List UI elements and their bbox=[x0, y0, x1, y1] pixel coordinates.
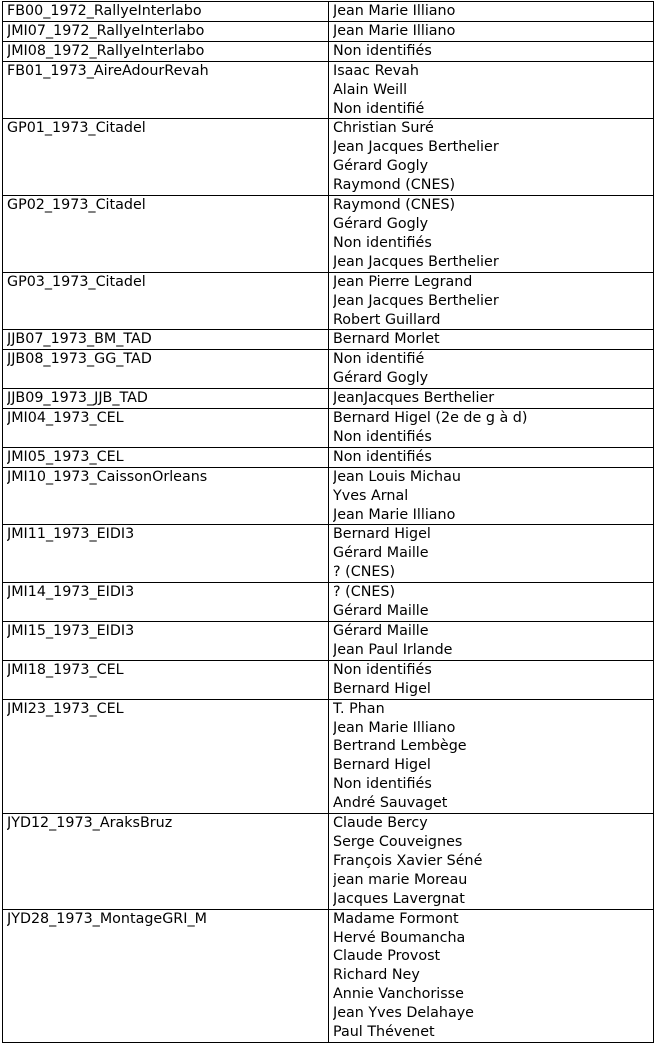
people-cell bbox=[329, 61, 654, 119]
photo-id-cell bbox=[3, 814, 329, 910]
person-name: JeanJacques Berthelier bbox=[333, 390, 495, 407]
person-name: ? (CNES) bbox=[333, 584, 396, 601]
people-cell bbox=[329, 330, 654, 350]
photo-id-cell bbox=[3, 622, 329, 661]
table-row bbox=[3, 119, 654, 196]
person-name: Non identifié bbox=[333, 100, 425, 117]
photo-id: JJB08_1973_GG_TAD bbox=[7, 351, 152, 368]
table-row bbox=[3, 21, 654, 41]
table-row bbox=[3, 525, 654, 583]
table-row bbox=[3, 583, 654, 622]
people-cell bbox=[329, 350, 654, 389]
table-row bbox=[3, 909, 654, 1042]
table-row bbox=[3, 389, 654, 409]
person-name: Hervé Boumancha bbox=[333, 929, 466, 946]
people-cell bbox=[329, 467, 654, 525]
photo-id-cell bbox=[3, 583, 329, 622]
photo-id: GP01_1973_Citadel bbox=[7, 120, 146, 137]
photo-id-cell bbox=[3, 389, 329, 409]
people-cell bbox=[329, 2, 654, 22]
photo-id-cell bbox=[3, 525, 329, 583]
person-name: Jean Marie Illiano bbox=[333, 22, 456, 39]
person-name: Gérard Maille bbox=[333, 623, 429, 639]
photo-id-cell bbox=[3, 2, 329, 22]
table-row bbox=[3, 272, 654, 330]
person-name: Bernard Higel bbox=[333, 680, 431, 697]
person-name: Raymond (CNES) bbox=[333, 177, 456, 194]
person-name: Claude Provost bbox=[333, 948, 441, 965]
person-name: Jean Paul Irlande bbox=[333, 641, 453, 658]
person-name: Bernard Higel (2e de g à d) bbox=[333, 410, 528, 427]
person-name: Jacques Lavergnat bbox=[333, 890, 465, 907]
person-name: Raymond (CNES) bbox=[333, 197, 456, 214]
person-name: Gérard Maille bbox=[333, 545, 429, 562]
person-name: Gérard Gogly bbox=[333, 158, 429, 175]
photo-id-cell bbox=[3, 660, 329, 699]
person-name: Annie Vanchorisse bbox=[333, 986, 464, 1003]
photo-id: JYD12_1973_AraksBruz bbox=[7, 815, 173, 832]
person-name: ? (CNES) bbox=[333, 564, 396, 581]
people-cell bbox=[329, 119, 654, 196]
photo-id: JMI07_1972_RallyeInterlabo bbox=[7, 22, 205, 39]
person-name: Paul Thévenet bbox=[333, 1024, 435, 1041]
person-name: Bernard Higel bbox=[333, 757, 431, 774]
people-cell bbox=[329, 660, 654, 699]
person-name: Jean Jacques Berthelier bbox=[333, 253, 499, 270]
photo-id: JMI15_1973_EIDI3 bbox=[7, 623, 135, 639]
person-name: Non identifiés bbox=[333, 661, 432, 678]
person-name: Non identifiés bbox=[333, 448, 432, 465]
table-row bbox=[3, 2, 654, 22]
person-name: Claude Bercy bbox=[333, 815, 428, 832]
person-name: André Sauvaget bbox=[333, 795, 448, 812]
photo-id-cell bbox=[3, 61, 329, 119]
person-name: Jean Jacques Berthelier bbox=[333, 139, 499, 156]
person-name: Jean Louis Michau bbox=[333, 468, 461, 485]
table-row bbox=[3, 622, 654, 661]
table-row bbox=[3, 41, 654, 61]
people-cell bbox=[329, 814, 654, 910]
person-name: Jean Marie Illiano bbox=[333, 506, 456, 523]
person-name: Non identifiés bbox=[333, 428, 432, 445]
person-name: Madame Formont bbox=[333, 910, 459, 927]
person-name: Jean Marie Illiano bbox=[333, 719, 456, 736]
photo-id: GP03_1973_Citadel bbox=[7, 273, 146, 290]
photo-id-cell bbox=[3, 467, 329, 525]
person-name: Gérard Gogly bbox=[333, 370, 429, 387]
people-cell bbox=[329, 272, 654, 330]
photo-id-cell bbox=[3, 409, 329, 448]
photo-id-cell bbox=[3, 909, 329, 1042]
photo-id: FB01_1973_AireAdourRevah bbox=[7, 62, 209, 79]
person-name: jean marie Moreau bbox=[333, 871, 468, 888]
person-name: Jean Jacques Berthelier bbox=[333, 292, 499, 309]
table-row bbox=[3, 467, 654, 525]
table-row bbox=[3, 699, 654, 813]
table-row bbox=[3, 350, 654, 389]
person-name: Jean Yves Delahaye bbox=[333, 1005, 474, 1022]
person-name: T. Phan bbox=[333, 700, 385, 717]
person-name: Jean Marie Illiano bbox=[333, 3, 456, 19]
people-cell bbox=[329, 622, 654, 661]
person-name: Robert Guillard bbox=[333, 311, 441, 328]
people-cell bbox=[329, 41, 654, 61]
photo-id-cell bbox=[3, 119, 329, 196]
photo-id-cell bbox=[3, 272, 329, 330]
people-cell bbox=[329, 196, 654, 273]
person-name: Non identifié bbox=[333, 351, 425, 368]
table-row bbox=[3, 196, 654, 273]
person-name: Yves Arnal bbox=[333, 487, 409, 504]
person-name: Serge Couveignes bbox=[333, 833, 463, 850]
photo-id: JJB09_1973_JJB_TAD bbox=[7, 390, 148, 407]
photo-id: JMI11_1973_EIDI3 bbox=[7, 526, 135, 543]
people-cell bbox=[329, 389, 654, 409]
person-name: Richard Ney bbox=[333, 967, 420, 984]
photo-id: JMI08_1972_RallyeInterlabo bbox=[7, 42, 205, 59]
photo-id: JMI14_1973_EIDI3 bbox=[7, 584, 135, 601]
people-cell bbox=[329, 909, 654, 1042]
photo-id: JYD28_1973_MontageGRI_M bbox=[7, 910, 207, 927]
photo-id: JMI05_1973_CEL bbox=[7, 448, 124, 465]
photo-id: JJB07_1973_BM_TAD bbox=[7, 331, 152, 348]
photo-id: JMI23_1973_CEL bbox=[7, 700, 124, 717]
photo-identification-table bbox=[2, 1, 654, 1043]
person-name: Jean Pierre Legrand bbox=[333, 273, 473, 290]
photo-id: JMI10_1973_CaissonOrleans bbox=[7, 468, 208, 485]
people-cell bbox=[329, 699, 654, 813]
table-row bbox=[3, 409, 654, 448]
table-row bbox=[3, 814, 654, 910]
people-cell bbox=[329, 21, 654, 41]
people-cell bbox=[329, 583, 654, 622]
person-name: Bernard Higel bbox=[333, 526, 431, 543]
table-row bbox=[3, 330, 654, 350]
person-name: Isaac Revah bbox=[333, 62, 419, 79]
person-name: Gérard Maille bbox=[333, 603, 429, 620]
photo-id-cell bbox=[3, 21, 329, 41]
person-name: François Xavier Séné bbox=[333, 852, 483, 869]
table-row bbox=[3, 447, 654, 467]
photo-id-cell bbox=[3, 196, 329, 273]
photo-id-cell bbox=[3, 350, 329, 389]
photo-id: FB00_1972_RallyeInterlabo bbox=[7, 3, 202, 19]
photo-id-cell bbox=[3, 41, 329, 61]
people-cell bbox=[329, 409, 654, 448]
person-name: Alain Weill bbox=[333, 81, 408, 98]
table-row bbox=[3, 660, 654, 699]
person-name: Non identifiés bbox=[333, 234, 432, 251]
photo-id: JMI04_1973_CEL bbox=[7, 410, 124, 427]
people-cell bbox=[329, 447, 654, 467]
photo-id: JMI18_1973_CEL bbox=[7, 661, 124, 678]
person-name: Christian Suré bbox=[333, 120, 434, 137]
table-row bbox=[3, 61, 654, 119]
table-body bbox=[3, 2, 654, 1043]
photo-id-cell bbox=[3, 447, 329, 467]
person-name: Bernard Morlet bbox=[333, 331, 440, 348]
person-name: Gérard Gogly bbox=[333, 215, 429, 232]
photo-id: GP02_1973_Citadel bbox=[7, 197, 146, 214]
person-name: Bertrand Lembège bbox=[333, 738, 467, 755]
person-name: Non identifiés bbox=[333, 42, 432, 59]
photo-id-cell bbox=[3, 330, 329, 350]
photo-id-cell bbox=[3, 699, 329, 813]
person-name: Non identifiés bbox=[333, 776, 432, 793]
people-cell bbox=[329, 525, 654, 583]
